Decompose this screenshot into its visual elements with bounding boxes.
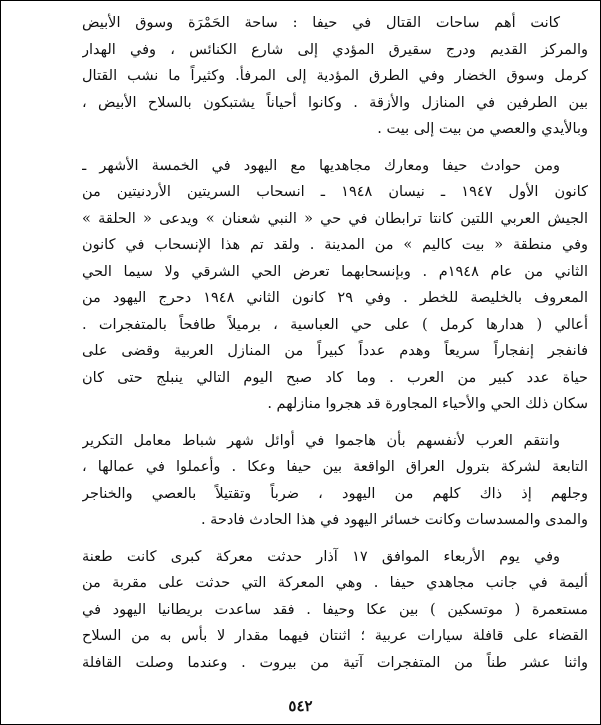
text-line: بين الطرفين في المنازل والأزقة . وكانوا أحياناً يشتبكون بالسلاح الأبيض ، [82, 94, 588, 111]
text-line: التابعة لشركة بترول العراق الواقعة بين حيفا وعكا . وأعملوا في عمالها ، [82, 459, 588, 475]
text-line: مستعمرة ( موتسكين ) بين عكا وحيفا . فقد ساعدت بريطانيا اليهود في [82, 601, 588, 618]
text-line: وفي يوم الأربعاء الموافق ١٧ آذار حدثت معركة كبرى كانت طعنة [82, 548, 560, 565]
paragraph-march-battle [82, 544, 588, 677]
text-line: سكان ذلك الحي والأحياء المجاورة قد هجروا منازلهم . [267, 396, 588, 412]
page-number: ٥٤٢ [288, 697, 313, 715]
text-line: حياة عدد كبير من العرب . وما كاد صبح اليوم التالي ينبلج حتى كان [82, 369, 588, 386]
text-line: واثنا عشر طناً من المتفجرات آتية من بيروت . وعندما وصلت القافلة [82, 654, 588, 671]
text-line: المعروف بالخليصة للخطر . وفي ٢٩ كانون الثاني ١٩٤٨ دحرج اليهود من [82, 290, 588, 306]
text-line: أعالي ( هدارها كرمل ) على حي العباسية ، برميلاً طافحاً بالمتفجرات . [82, 316, 588, 333]
text-line: الثاني من عام ١٩٤٨م . وبإنسحابهما تعرض الحي الشرقي ولا سيما الحي [82, 263, 588, 280]
paragraph-haifa-battle-sites [82, 10, 588, 143]
text-line: وبالأيدي والعصي من بيت إلى بيت . [377, 121, 588, 137]
text-line: وجلهم إذ ذاك كلهم من اليهود ، ضرباً وتقتيلاً بالعصي والخناجر [82, 485, 588, 502]
text-line: والمدى والمسدسات وكانت خسائر اليهود في هذا الحادث فادحة . [200, 512, 588, 528]
text-line: القضاء على قافلة سيارات عربية ؛ اثنتان فيهما مقدار لا بأس به من السلاح [82, 628, 588, 644]
paragraph-haifa-incidents [82, 153, 588, 418]
text-line: وانتقم العرب لأنفسهم بأن هاجموا في أوائل شهر شباط معامل التكرير [82, 432, 560, 449]
paragraph-arab-revenge [82, 428, 588, 534]
text-line: كانون الأول ١٩٤٧ ـ نيسان ١٩٤٨ ـ انسحاب السريتين الأردنيتين من [82, 184, 588, 200]
text-line: الجيش العربي اللتين كانتا ترابطان في حي « النبي شعنان » ويدعى « الحلقة » [82, 210, 588, 227]
text-line: كرمل وسوق الخضار وفي الطرق المؤدية إلى المرفأ. وكثيراً ما نشب القتال [82, 68, 588, 84]
text-line: كانت أهم ساحات القتال في حيفا : ساحة الحَمْرَة وسوق الأبيض [82, 15, 560, 31]
text-line: فانفجر إنفجاراً سريعاً وهدم عدداً كبيراً من المنازل العربية وقضى على [82, 343, 588, 359]
text-line: أليمة في جانب مجاهدي حيفا . وهي المعركة التي حدثت على مقربة من [82, 575, 588, 591]
text-line: ومن حوادث حيفا ومعارك مجاهديها مع اليهود في الخمسة الأشهر ـ [82, 157, 560, 174]
text-line: وفي منطقة « بيت كاليم » من المدينة . ولقد تم هذا الإنسحاب في كانون [82, 237, 588, 253]
document-page [82, 10, 588, 710]
text-line: والمركز القديم ودرج سقيرق المؤدي إلى شارع الكنائس ، وفي الهدار [82, 41, 588, 58]
